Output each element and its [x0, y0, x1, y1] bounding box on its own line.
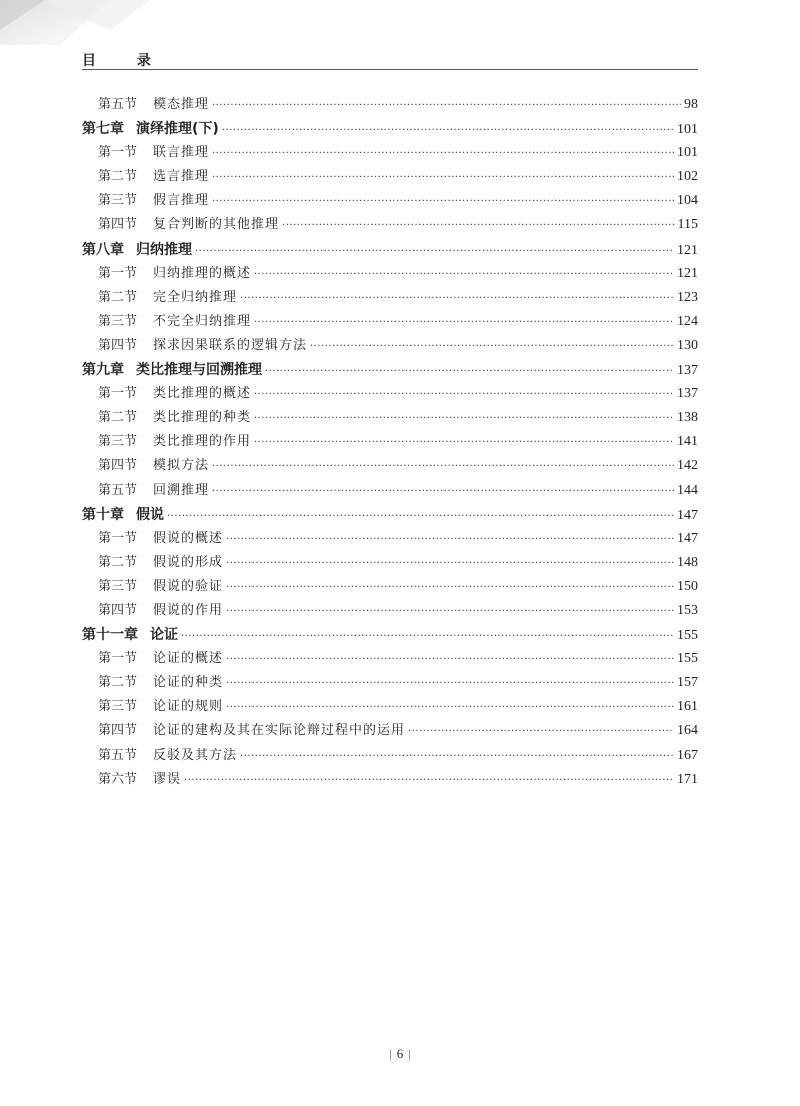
page-footer [0, 1046, 800, 1062]
toc-section-entry[interactable] [82, 479, 698, 503]
toc-entry-label [98, 479, 209, 503]
toc-section-entry[interactable] [82, 262, 698, 286]
corner-decoration [0, 0, 150, 45]
toc-page-number: 167 [677, 747, 698, 763]
toc-entry-label [98, 647, 223, 671]
toc-dot-leader [254, 431, 674, 455]
toc-entry-title: 模态推理 [153, 97, 210, 112]
toc-section-entry[interactable] [82, 310, 698, 334]
toc-dot-leader [310, 335, 674, 359]
toc-entry-number: 第八章 [82, 241, 124, 258]
toc-entry-number: 第三节 [98, 578, 138, 594]
toc-entry-number: 第三节 [98, 193, 138, 209]
toc-entry-label [82, 623, 178, 647]
toc-entry-number: 第一节 [98, 530, 138, 546]
toc-dot-leader [254, 263, 674, 287]
toc-entry-title: 归纳推理 [136, 241, 192, 258]
toc-page-number: 155 [677, 651, 698, 667]
toc-page-number: 101 [677, 122, 698, 138]
toc-entry-number: 第二节 [98, 675, 138, 691]
footer-bar-right: | [408, 1046, 411, 1061]
toc-page-number: 150 [677, 578, 698, 594]
toc-entry-number: 第四节 [98, 602, 138, 618]
toc-dot-leader [282, 214, 674, 238]
toc-section-entry[interactable] [82, 334, 698, 358]
toc-entry-label [98, 213, 279, 237]
toc-entry-title: 归纳推理的概述 [153, 265, 252, 281]
toc-section-entry[interactable] [82, 93, 698, 117]
toc-page-number: 101 [677, 145, 698, 161]
toc-entry-number: 第三节 [98, 699, 138, 715]
toc-entry-title: 论证的概述 [153, 651, 224, 667]
toc-dot-leader [212, 455, 674, 479]
toc-entry-title: 类比推理的作用 [153, 434, 252, 450]
toc-entry-title: 类比推理的概述 [153, 386, 252, 402]
toc-entry-title: 联言推理 [153, 145, 210, 161]
toc-page-number: 171 [677, 771, 698, 787]
toc-entry-title: 假说的作用 [153, 602, 224, 618]
toc-section-entry[interactable] [82, 768, 698, 792]
toc-entry-label [98, 719, 405, 743]
page-header [82, 50, 698, 70]
toc-page-number: 161 [677, 699, 698, 715]
toc-entry-title: 模拟方法 [153, 458, 210, 474]
toc-entry-label [98, 551, 223, 575]
toc-dot-leader [226, 672, 674, 696]
toc-entry-label [82, 238, 192, 262]
toc-entry-label [98, 454, 209, 478]
toc-entry-label [82, 358, 262, 382]
toc-entry-number: 第五节 [98, 747, 138, 763]
toc-page-number: 115 [677, 217, 698, 233]
toc-entry-label [98, 93, 209, 117]
toc-dot-leader [265, 360, 674, 384]
toc-entry-title: 假说 [136, 506, 164, 523]
toc-section-entry[interactable] [82, 189, 698, 213]
toc-entry-label [82, 503, 164, 527]
toc-section-entry[interactable] [82, 575, 698, 599]
toc-entry-number: 第六节 [98, 771, 138, 787]
toc-dot-leader [212, 190, 674, 214]
toc-entry-number: 第十一章 [82, 627, 138, 644]
toc-page-number: 147 [677, 507, 698, 523]
toc-section-entry[interactable] [82, 165, 698, 189]
toc-entry-number: 第一节 [98, 145, 138, 161]
toc-page-number: 164 [677, 723, 698, 739]
toc-entry-title: 假言推理 [153, 193, 210, 209]
toc-dot-leader [226, 552, 674, 576]
toc-dot-leader [226, 576, 674, 600]
toc-entry-title: 不完全归纳推理 [153, 313, 252, 329]
toc-dot-leader [181, 625, 674, 649]
toc-entry-label [98, 575, 223, 599]
toc-entry-title: 完全归纳推理 [153, 289, 238, 305]
toc-dot-leader [254, 311, 674, 335]
toc-entry-number: 第十章 [82, 506, 124, 523]
toc-entry-title: 谬误 [153, 771, 182, 787]
toc-section-entry[interactable] [82, 599, 698, 623]
toc-section-entry[interactable] [82, 527, 698, 551]
toc-section-entry[interactable] [82, 695, 698, 719]
toc-entry-title: 演绎推理(下) [136, 121, 219, 138]
toc-entry-label [98, 165, 209, 189]
toc-entry-title: 论证 [150, 627, 178, 644]
toc-page-number: 147 [677, 530, 698, 546]
toc-entry-number: 第四节 [98, 217, 138, 233]
toc-dot-leader [254, 407, 674, 431]
toc-page-number: 102 [677, 169, 698, 185]
toc-section-entry[interactable] [82, 286, 698, 310]
toc-page-number: 155 [677, 628, 698, 644]
toc-dot-leader [408, 720, 674, 744]
header-title: 目 录 [82, 53, 169, 69]
toc-entry-number: 第四节 [98, 337, 138, 353]
toc-entry-number: 第二节 [98, 410, 138, 426]
toc-entry-label [98, 527, 223, 551]
toc-entry-number: 第三节 [98, 313, 138, 329]
toc-entry-title: 假说的概述 [153, 530, 224, 546]
table-of-contents [82, 93, 698, 792]
toc-section-entry[interactable] [82, 213, 698, 237]
toc-entry-number: 第二节 [98, 289, 138, 305]
toc-entry-label [98, 382, 251, 406]
toc-dot-leader [226, 696, 674, 720]
toc-entry-number: 第五节 [98, 482, 138, 498]
toc-entry-title: 假说的形成 [153, 554, 224, 570]
toc-dot-leader [195, 240, 674, 264]
toc-entry-number: 第三节 [98, 434, 138, 450]
toc-entry-number: 第一节 [98, 651, 138, 667]
toc-entry-title: 选言推理 [153, 169, 210, 185]
toc-dot-leader [226, 648, 674, 672]
toc-entry-label [98, 189, 209, 213]
toc-entry-label [98, 768, 181, 792]
toc-page-number: 144 [677, 482, 698, 498]
toc-entry-title: 论证的建构及其在实际论辩过程中的运用 [153, 723, 406, 739]
toc-entry-label [98, 695, 223, 719]
toc-entry-label [98, 744, 237, 768]
toc-page-number: 153 [677, 602, 698, 618]
toc-entry-number: 第四节 [98, 458, 138, 474]
toc-dot-leader [167, 505, 674, 529]
toc-dot-leader [226, 528, 674, 552]
toc-entry-title: 复合判断的其他推理 [153, 217, 280, 233]
toc-entry-title: 回溯推理 [153, 482, 210, 498]
toc-entry-label [98, 334, 307, 358]
toc-section-entry[interactable] [82, 141, 698, 165]
toc-entry-label [98, 310, 251, 334]
toc-entry-title: 反驳及其方法 [153, 747, 238, 763]
toc-section-entry[interactable] [82, 430, 698, 454]
toc-page-number: 130 [677, 337, 698, 353]
toc-page-number: 124 [677, 313, 698, 329]
toc-page-number: 138 [677, 410, 698, 426]
toc-dot-leader [240, 745, 674, 769]
footer-page-number: 6 [396, 1046, 404, 1061]
toc-entry-title: 类比推理与回溯推理 [136, 362, 262, 379]
toc-entry-label [98, 599, 223, 623]
toc-section-entry[interactable] [82, 406, 698, 430]
toc-entry-number: 第四节 [98, 723, 138, 739]
toc-dot-leader [222, 119, 674, 143]
toc-entry-title: 论证的规则 [153, 699, 224, 715]
toc-page-number: 121 [677, 242, 698, 258]
toc-dot-leader [212, 142, 674, 166]
toc-entry-title: 论证的种类 [153, 675, 224, 691]
toc-entry-number: 第一节 [98, 265, 138, 281]
toc-section-entry[interactable] [82, 671, 698, 695]
toc-entry-number: 第二节 [98, 554, 138, 570]
toc-dot-leader [212, 480, 674, 504]
toc-section-entry[interactable] [82, 454, 698, 478]
toc-entry-label [98, 286, 237, 310]
toc-page-number: 142 [677, 458, 698, 474]
toc-entry-number: 第九章 [82, 362, 124, 379]
toc-page-number: 123 [677, 289, 698, 305]
toc-chapter-entry[interactable] [82, 358, 698, 382]
toc-entry-label [82, 117, 219, 141]
toc-entry-label [98, 262, 251, 286]
toc-page-number: 104 [677, 193, 698, 209]
toc-dot-leader [212, 94, 681, 118]
toc-chapter-entry[interactable] [82, 503, 698, 527]
toc-dot-leader [240, 287, 674, 311]
toc-dot-leader [184, 769, 674, 793]
toc-chapter-entry[interactable] [82, 623, 698, 647]
toc-entry-title: 假说的验证 [153, 578, 224, 594]
toc-chapter-entry[interactable] [82, 238, 698, 262]
header-rule [82, 69, 698, 70]
toc-page-number: 121 [677, 265, 698, 281]
toc-chapter-entry[interactable] [82, 117, 698, 141]
toc-dot-leader [226, 600, 674, 624]
toc-entry-number: 第二节 [98, 169, 138, 185]
toc-entry-label [98, 430, 251, 454]
toc-page-number: 137 [677, 363, 698, 379]
toc-page-number: 157 [677, 675, 698, 691]
toc-entry-number: 第五节 [98, 97, 138, 112]
toc-entry-label [98, 406, 251, 430]
toc-entry-title: 类比推理的种类 [153, 410, 252, 426]
toc-section-entry[interactable] [82, 551, 698, 575]
footer-bar-left: | [389, 1046, 392, 1061]
toc-section-entry[interactable] [82, 647, 698, 671]
toc-page-number: 137 [677, 386, 698, 402]
toc-page-number: 148 [677, 554, 698, 570]
toc-entry-number: 第一节 [98, 386, 138, 402]
toc-section-entry[interactable] [82, 382, 698, 406]
toc-entry-label [98, 141, 209, 165]
toc-dot-leader [212, 166, 674, 190]
toc-entry-number: 第七章 [82, 121, 124, 138]
toc-page-number: 98 [684, 97, 698, 112]
toc-section-entry[interactable] [82, 719, 698, 743]
toc-section-entry[interactable] [82, 744, 698, 768]
toc-page-number: 141 [677, 434, 698, 450]
toc-entry-label [98, 671, 223, 695]
toc-entry-title: 探求因果联系的逻辑方法 [153, 337, 308, 353]
toc-dot-leader [254, 383, 674, 407]
